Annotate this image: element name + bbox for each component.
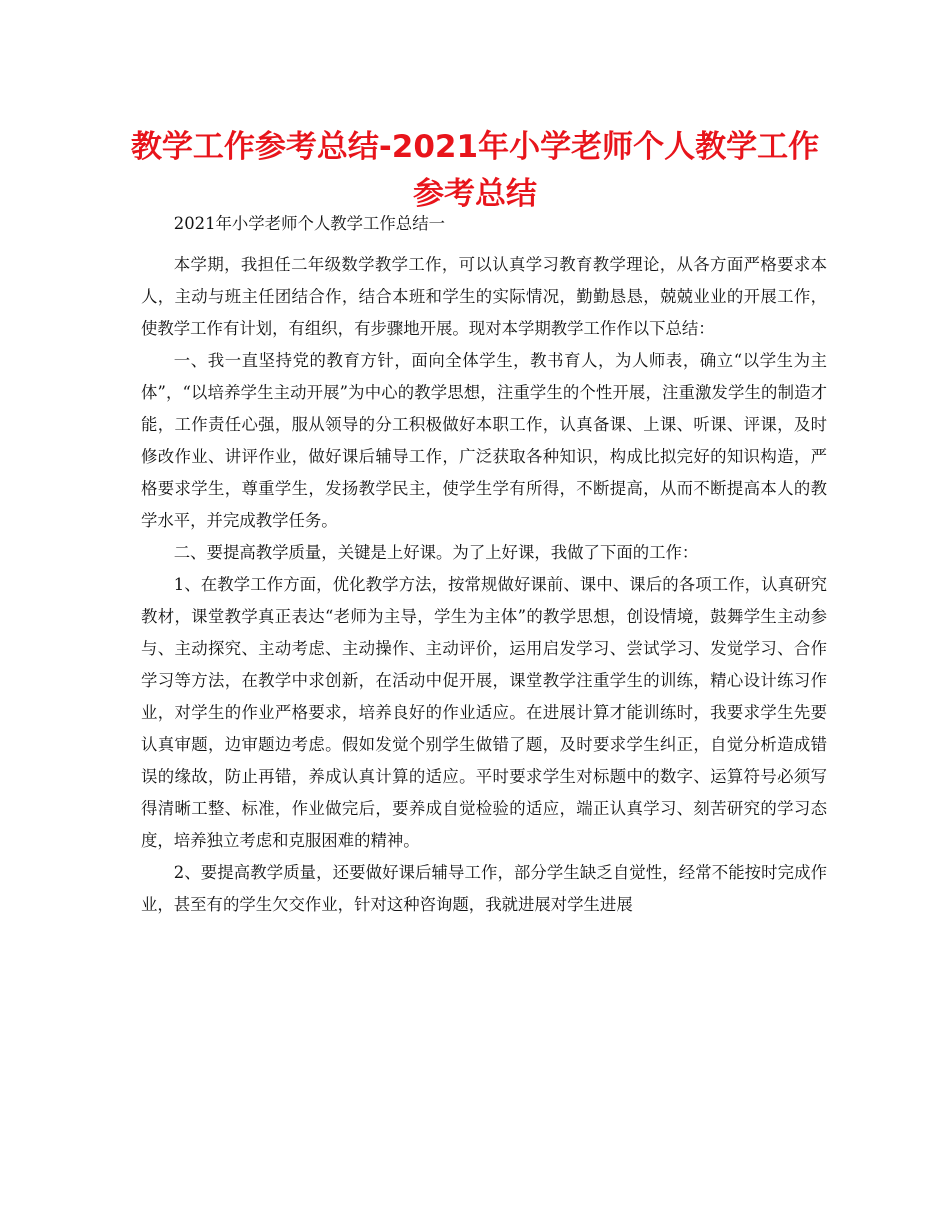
document-body — [141, 208, 827, 921]
paragraph-item-1: 1、在教学工作方面，优化教学方法，按常规做好课前、课中、课后的各项工作，认真研究教材，课堂教学真正表达“老师为主导，学生为主体”的教学思想，创设情境，鼓舞学生主动参与、主动探究、主动考虑、主动操作、主动评价，运用启发学习、尝试学习、发觉学习、合作学习等方法，在教学中求创新，在活动中促开展，课堂教学注重学生的训练，精心设计练习作业，对学生的作业严格要求，培养良好的作业适应。在进展计算才能训练时，我要求学生先要认真审题，边审题边考虑。假如发觉个别学生做错了题，及时要求学生纠正，自觉分析造成错误的缘故，防止再错，养成认真计算的适应。平时要求学生对标题中的数字、运算符号必须写得清晰工整、标准，作业做完后，要养成自觉检验的适应，端正认真学习、刻苦研究的学习态度，培养独立考虑和克服困难的精神。 — [141, 575, 827, 850]
paragraph-item-2: 2、要提高教学质量，还要做好课后辅导工作，部分学生缺乏自觉性，经常不能按时完成作业，甚至有的学生欠交作业，针对这种咨询题，我就进展对学生进展 — [141, 863, 827, 914]
paragraph-intro: 本学期，我担任二年级数学教学工作，可以认真学习教育教学理论，从各方面严格要求本人，主动与班主任团结合作，结合本班和学生的实际情况，勤勤恳恳，兢兢业业的开展工作，使教学工作有计划，有组织，有步骤地开展。现对本学期教学工作作以下总结： — [141, 255, 827, 338]
paragraph-point-1: 一、我一直坚持党的教育方针，面向全体学生，教书育人，为人师表，确立“以学生为主体”，“以培养学生主动开展”为中心的教学思想，注重学生的个性开展，注重激发学生的制造才能，工作责任心强，服从领导的分工积极做好本职工作，认真备课、上课、听课、评课，及时修改作业、讲评作业，做好课后辅导工作，广泛获取各种知识，构成比拟完好的知识构造，严格要求学生，尊重学生，发扬教学民主，使学生学有所得，不断提高，从而不断提高本人的教学水平，并完成教学任务。 — [141, 351, 827, 530]
paragraph-point-2: 二、要提高教学质量，关键是上好课。为了上好课，我做了下面的工作： — [173, 543, 699, 562]
document-title: 教学工作参考总结-2021年小学老师个人教学工作参考总结 — [130, 129, 820, 212]
section-subheading: 2021年小学老师个人教学工作总结一 — [173, 214, 445, 233]
